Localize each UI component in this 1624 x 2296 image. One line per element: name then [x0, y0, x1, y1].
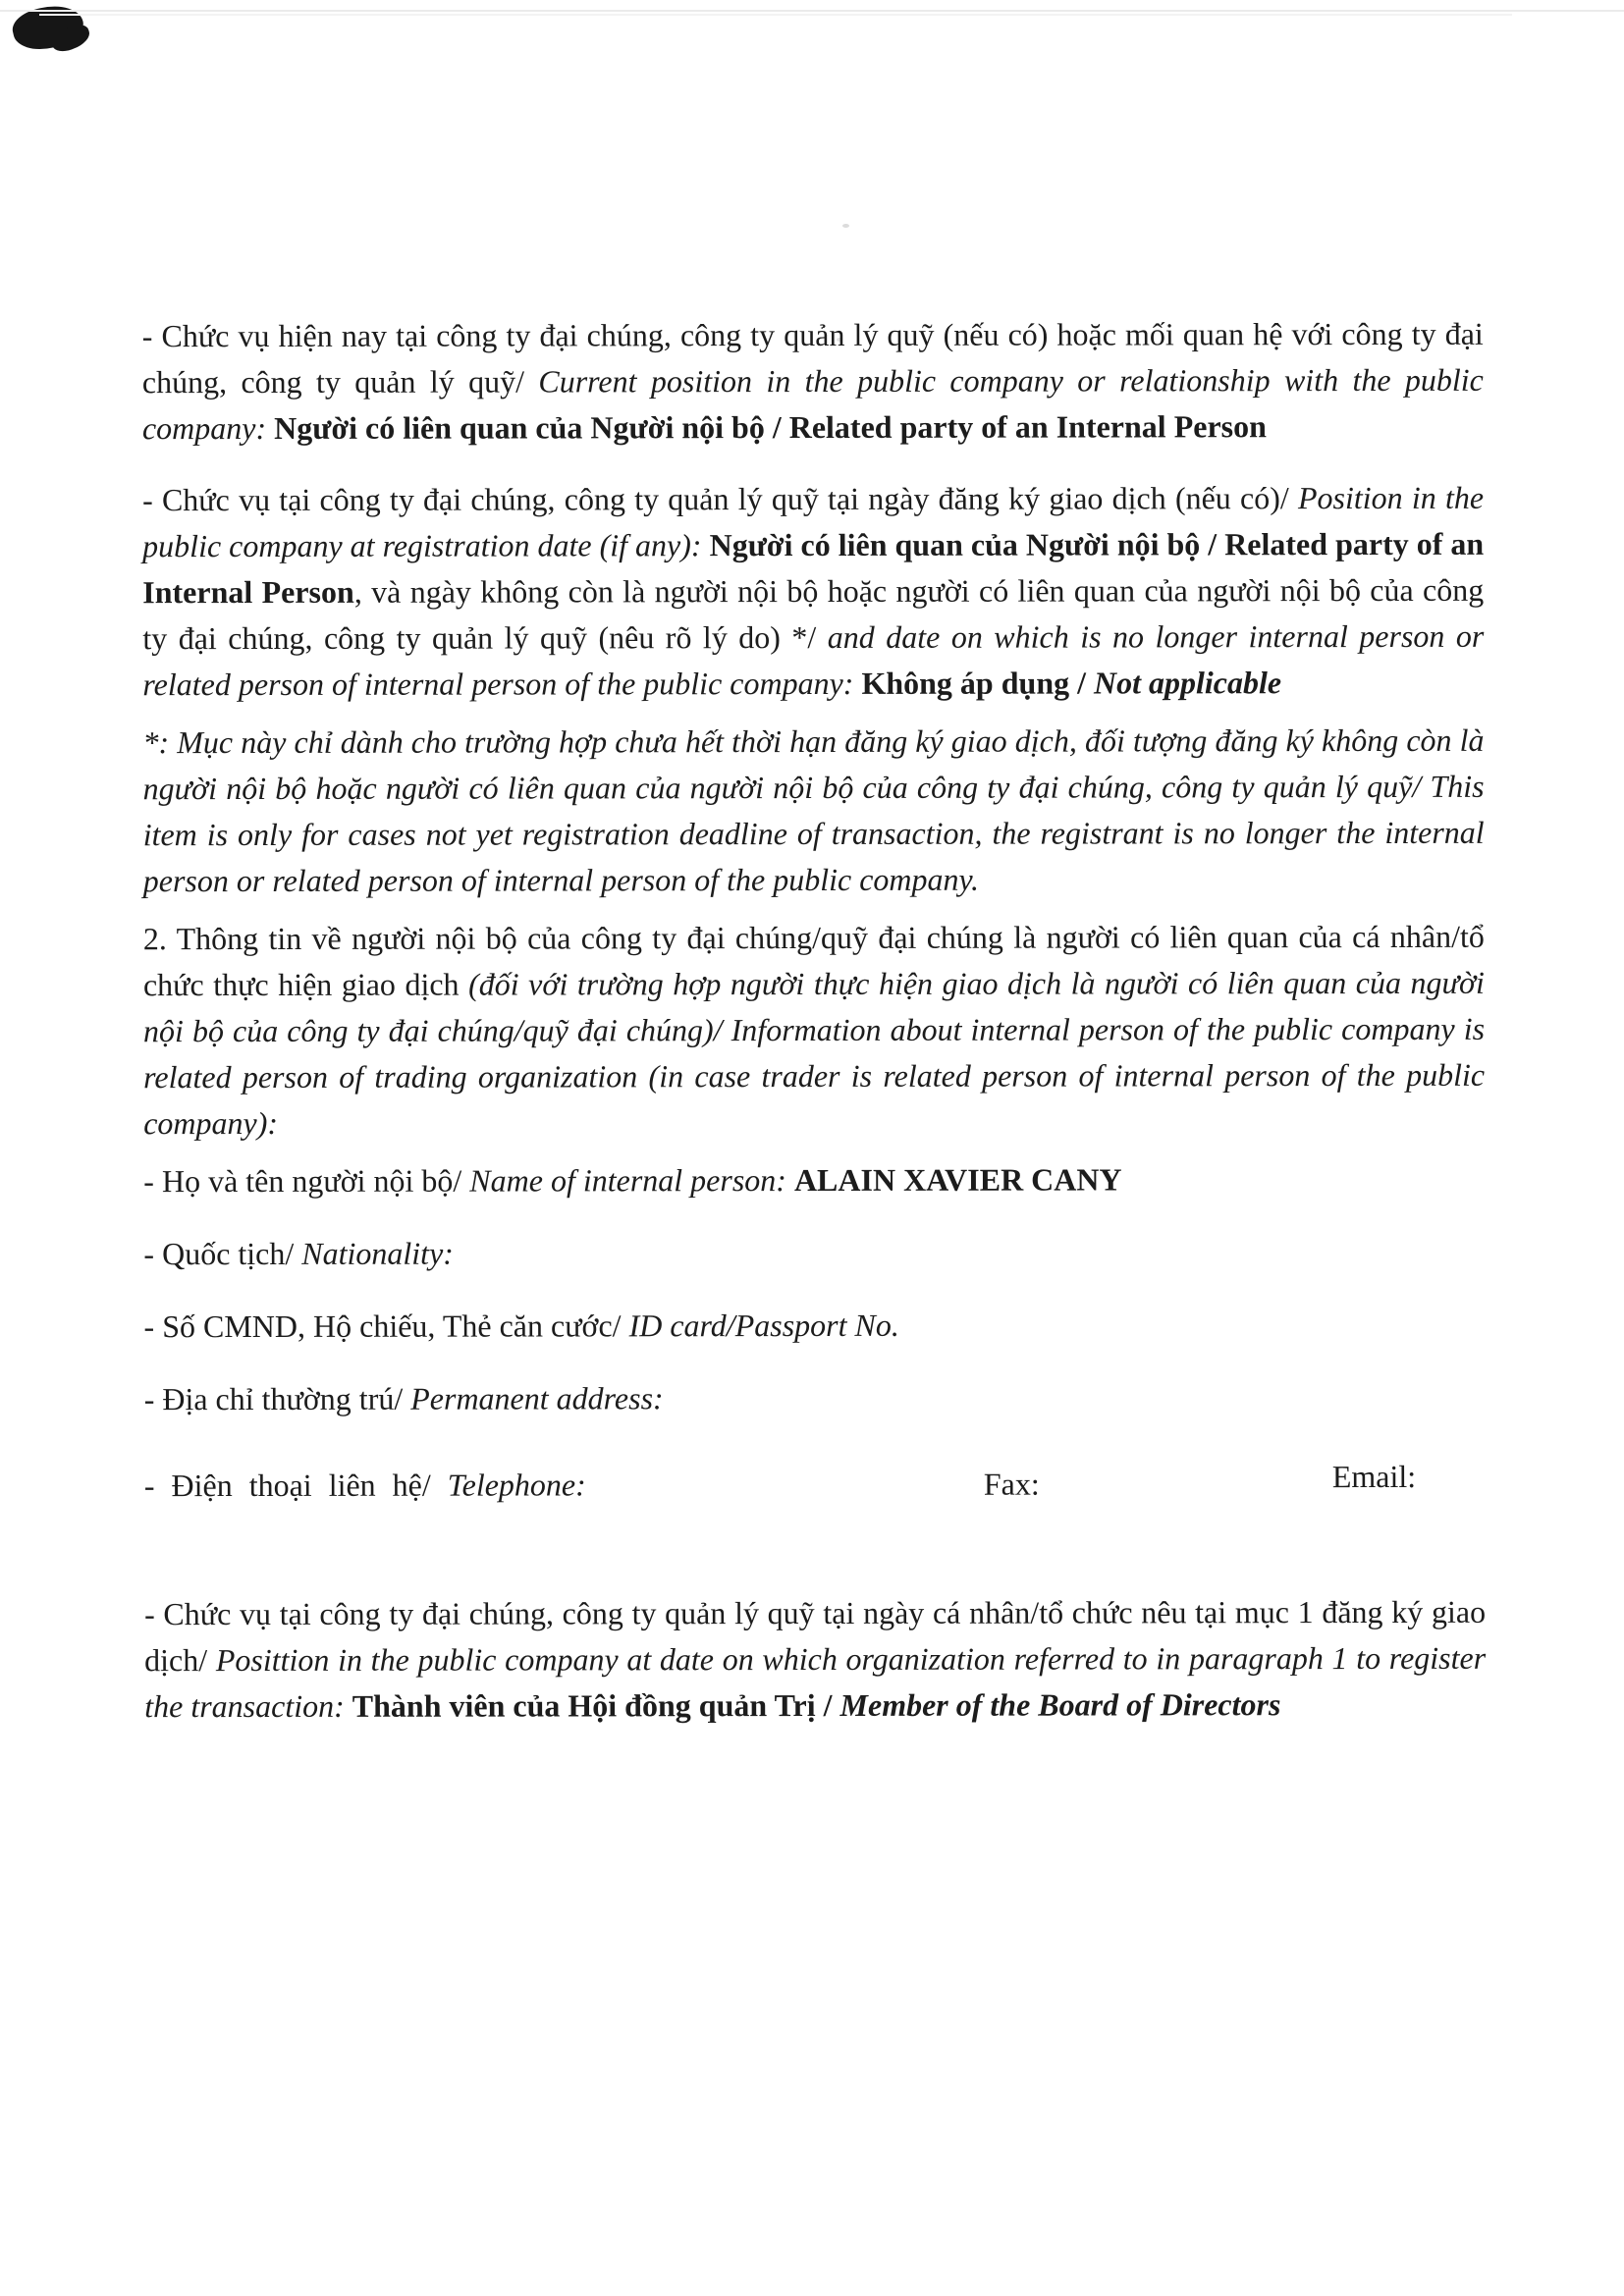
text-run: - Chức vụ hiện nay tại công ty đại chúng, công ty quản lý quỹ (nếu có) hoặc mối quan hệ với công ty đại chúng, công ty quản lý quỹ/ [141, 315, 1491, 400]
document-content [141, 311, 1494, 1730]
telephone-label [144, 1462, 586, 1509]
item-id-card [144, 1302, 1486, 1350]
text-run: ID card/Passport No. [628, 1307, 899, 1344]
scan-speck [842, 224, 849, 228]
text-run: Telephone: [447, 1467, 586, 1503]
scan-artifact-streak [39, 14, 1512, 16]
text-run: ALAIN XAVIER CANY [793, 1161, 1122, 1199]
item-internal-person-name [143, 1156, 1485, 1204]
text-run: Người có liên quan của Người nội bộ / Related party of an Internal Person [142, 525, 1492, 611]
fields-contact [143, 1458, 1486, 1509]
text-run: Người có liên quan của Người nội bộ / Related party of an Internal Person [274, 408, 1267, 446]
text-run: Nationality: [301, 1235, 454, 1271]
text-run: Current position in the public company or relationship with the public company: [141, 361, 1491, 447]
text-run: 2. Thông tin về người nội bộ của công ty đại chúng/quỹ đại chúng là người có liên quan của cá nhân/tổ chức thực hiện giao dịch [142, 918, 1492, 1003]
para-position-at-date [144, 1589, 1494, 1730]
text-run: Position in the public company at registration date (if any): [142, 479, 1492, 564]
text-run: *: Mục này chỉ dành cho trường hợp chưa hết thời hạn đăng ký giao dịch, đối tượng đăng ký không còn là người nội bộ hoặc người có liên quan của người nội bộ của công ty đại chúng, công ty quản lý quỹ/ This item is only for cases not yet registration deadline of transaction, the registrant is no longer the internal person or related person of internal person of the public company. [142, 721, 1492, 899]
para-current-position [141, 311, 1491, 452]
text-run: Posittion in the public company at date on which organization referred to in paragraph 1 to register the transaction: [144, 1639, 1494, 1725]
note-asterisk [142, 718, 1492, 904]
email-label: Email: [1331, 1458, 1417, 1495]
text-run: Không áp dụng / [861, 665, 1095, 701]
item-permanent-address [144, 1374, 1486, 1422]
text-run: Permanent address: [410, 1380, 664, 1416]
fax-label: Fax: [983, 1466, 1040, 1502]
text-run: - Số CMND, Hộ chiếu, Thẻ căn cước/ [143, 1308, 629, 1345]
text-run: - Chức vụ tại công ty đại chúng, công ty quản lý quỹ tại ngày cá nhân/tổ chức nêu tại mục 1 đăng ký giao dịch/ [144, 1593, 1494, 1679]
text-run: - Địa chỉ thường trú/ [143, 1380, 411, 1417]
text-run: (đối với trường hợp người thực hiện giao dịch là người có liên quan của người nội bộ của công ty đại chúng/quỹ đại chúng)/ Information about internal person of the public company is related person of trading organization (in case trader is related person of internal person of the public company): [142, 964, 1493, 1142]
text-run: - Điện thoại liên hệ/ [143, 1467, 448, 1504]
text-run: and date on which is no longer internal person or related person of internal person of the public company: [142, 617, 1492, 703]
text-run: Thành viên của Hội đồng quản Trị / [352, 1686, 840, 1724]
text-run: - Quốc tịch/ [143, 1235, 302, 1272]
text-run: - Chức vụ tại công ty đại chúng, công ty quản lý quỹ tại ngày đăng ký giao dịch (nếu có)/ [142, 480, 1299, 518]
text-run: - Họ và tên người nội bộ/ [143, 1162, 470, 1200]
text-run: Not applicable [1093, 665, 1282, 701]
scan-artifact-streak [0, 10, 1624, 12]
text-run: Name of internal person: [469, 1162, 794, 1199]
item-nationality [143, 1229, 1485, 1277]
text-run: Member of the Board of Directors [839, 1686, 1281, 1723]
para-section-2 [142, 914, 1493, 1147]
para-position-at-registration [142, 475, 1492, 708]
text-run: , và ngày không còn là người nội bộ hoặc người có liên quan của người nội bộ của công ty đại chúng, công ty quản lý quỹ (nêu rõ lý do) */ [142, 571, 1492, 657]
